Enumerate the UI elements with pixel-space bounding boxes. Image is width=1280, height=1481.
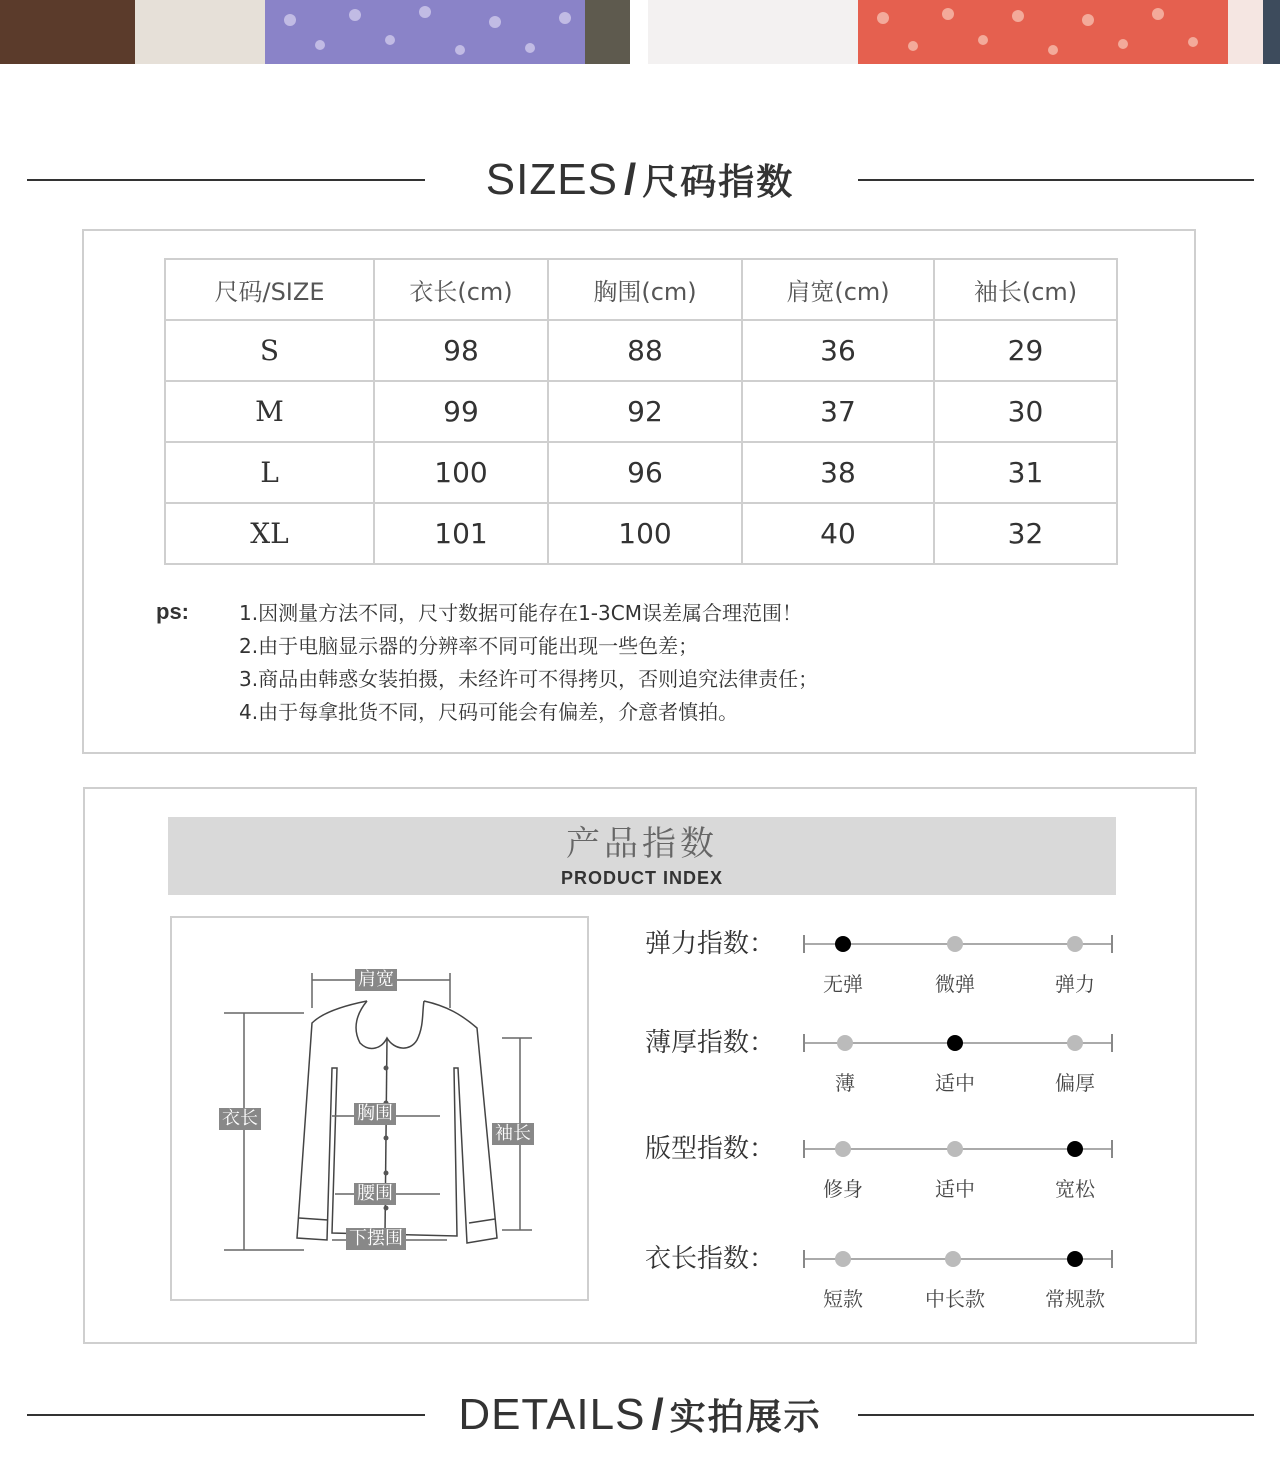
index-dot: [947, 1141, 963, 1157]
size-table-header-cell: 衣长(cm): [374, 259, 548, 320]
index-label: 弹力指数：: [645, 929, 776, 959]
index-dot: [1067, 1251, 1083, 1267]
index-option: 宽松: [1055, 1177, 1095, 1201]
product-photo-1-image: [0, 0, 630, 64]
product-photo-2: [648, 0, 1280, 64]
size-table-cell: 92: [548, 381, 742, 442]
index-option: 无弹: [823, 972, 863, 996]
size-table: [164, 258, 1118, 565]
details-title-separator: /: [651, 1390, 664, 1439]
size-table-cell: 30: [934, 381, 1117, 442]
sizes-section-header: [0, 150, 1280, 210]
sizes-title-separator: /: [623, 155, 637, 204]
size-table-row: [165, 320, 1117, 381]
size-table-header-cell: 胸围(cm): [548, 259, 742, 320]
size-table-cell: S: [165, 320, 374, 381]
product-index-title: 产品指数: [566, 824, 718, 864]
product-photo-2-image: [648, 0, 1280, 64]
size-table-cell: 40: [742, 503, 934, 564]
notes-label: ps:: [156, 599, 189, 624]
product-index-banner: [168, 817, 1116, 895]
size-table-cell: M: [165, 381, 374, 442]
details-title: [0, 1385, 1280, 1448]
index-option: 弹力: [1055, 972, 1095, 996]
sizes-title: [0, 150, 1280, 213]
index-dot: [835, 936, 851, 952]
index-option: 中长款: [925, 1287, 985, 1311]
index-option: 适中: [935, 1071, 975, 1095]
index-dot: [835, 1251, 851, 1267]
note-item: 2.由于电脑显示器的分辨率不同可能出现一些色差；: [239, 634, 699, 658]
label-hem: 下摆围: [346, 1228, 406, 1250]
index-track-cap: [1111, 1034, 1113, 1052]
index-option: 微弹: [935, 972, 975, 996]
measurement-diagram: [170, 916, 589, 1301]
index-track-cap: [803, 935, 805, 953]
index-dot: [945, 1251, 961, 1267]
size-table-cell: 98: [374, 320, 548, 381]
index-dot: [1067, 936, 1083, 952]
size-table-cell: 37: [742, 381, 934, 442]
size-table-cell: 38: [742, 442, 934, 503]
label-length: 衣长: [219, 1108, 261, 1130]
details-title-en: DETAILS: [458, 1390, 646, 1439]
index-track-cap: [1111, 1250, 1113, 1268]
sizes-title-zh: 尺码指数: [642, 162, 795, 203]
index-fit: [645, 1131, 1185, 1211]
note-item: 3.商品由韩惑女装拍摄，未经许可不得拷贝，否则追究法律责任；: [239, 667, 819, 691]
notes-list: [239, 597, 818, 729]
index-option: 适中: [935, 1177, 975, 1201]
size-chart-panel: [82, 229, 1196, 754]
index-dot: [837, 1035, 853, 1051]
index-dot: [947, 1035, 963, 1051]
index-option: 薄: [835, 1071, 855, 1095]
note-item: 1.因测量方法不同，尺寸数据可能存在1-3CM误差属合理范围！: [239, 601, 802, 625]
size-table-cell: 29: [934, 320, 1117, 381]
index-length: [645, 1241, 1185, 1321]
product-photo-1: [0, 0, 630, 64]
index-track-cap: [803, 1034, 805, 1052]
size-table-cell: 100: [374, 442, 548, 503]
size-table-row: [165, 503, 1117, 564]
size-table-cell: L: [165, 442, 374, 503]
size-table-cell: 36: [742, 320, 934, 381]
product-index-panel: [83, 787, 1197, 1344]
index-dot: [1067, 1141, 1083, 1157]
label-sleeve: 袖长: [492, 1123, 534, 1145]
index-label: 薄厚指数：: [645, 1028, 776, 1058]
size-table-cell: XL: [165, 503, 374, 564]
index-dot: [1067, 1035, 1083, 1051]
label-shoulder: 肩宽: [355, 969, 397, 991]
size-table-cell: 99: [374, 381, 548, 442]
size-table-cell: 88: [548, 320, 742, 381]
index-option: 短款: [823, 1287, 863, 1311]
index-elasticity: [645, 926, 1185, 1006]
size-table-header-cell: 尺码/SIZE: [165, 259, 374, 320]
product-photo-strip: [0, 0, 1280, 64]
index-thickness: [645, 1025, 1185, 1105]
size-table-header-cell: 袖长(cm): [934, 259, 1117, 320]
size-table-cell: 101: [374, 503, 548, 564]
size-table-cell: 100: [548, 503, 742, 564]
note-item: 4.由于每拿批货不同，尺码可能会有偏差，介意者慎拍。: [239, 700, 739, 724]
details-title-zh: 实拍展示: [669, 1397, 822, 1438]
size-table-header-cell: 肩宽(cm): [742, 259, 934, 320]
size-table-cell: 32: [934, 503, 1117, 564]
index-label: 衣长指数：: [645, 1244, 776, 1274]
size-table-cell: 96: [548, 442, 742, 503]
index-option: 修身: [823, 1177, 863, 1201]
size-table-row: [165, 381, 1117, 442]
index-dot: [947, 936, 963, 952]
product-index-subtitle: PRODUCT INDEX: [560, 868, 723, 888]
size-table-row: [165, 442, 1117, 503]
index-track-cap: [803, 1140, 805, 1158]
index-track-cap: [803, 1250, 805, 1268]
index-option: 常规款: [1045, 1287, 1105, 1311]
index-label: 版型指数：: [645, 1134, 776, 1164]
label-waist: 腰围: [354, 1183, 396, 1205]
label-chest: 胸围: [354, 1103, 396, 1125]
index-track-cap: [1111, 1140, 1113, 1158]
details-section-header: [0, 1385, 1280, 1445]
index-dot: [835, 1141, 851, 1157]
size-table-header-row: [165, 259, 1117, 320]
index-option: 偏厚: [1055, 1071, 1095, 1095]
sizes-title-en: SIZES: [485, 155, 618, 204]
index-track-cap: [1111, 935, 1113, 953]
size-table-cell: 31: [934, 442, 1117, 503]
